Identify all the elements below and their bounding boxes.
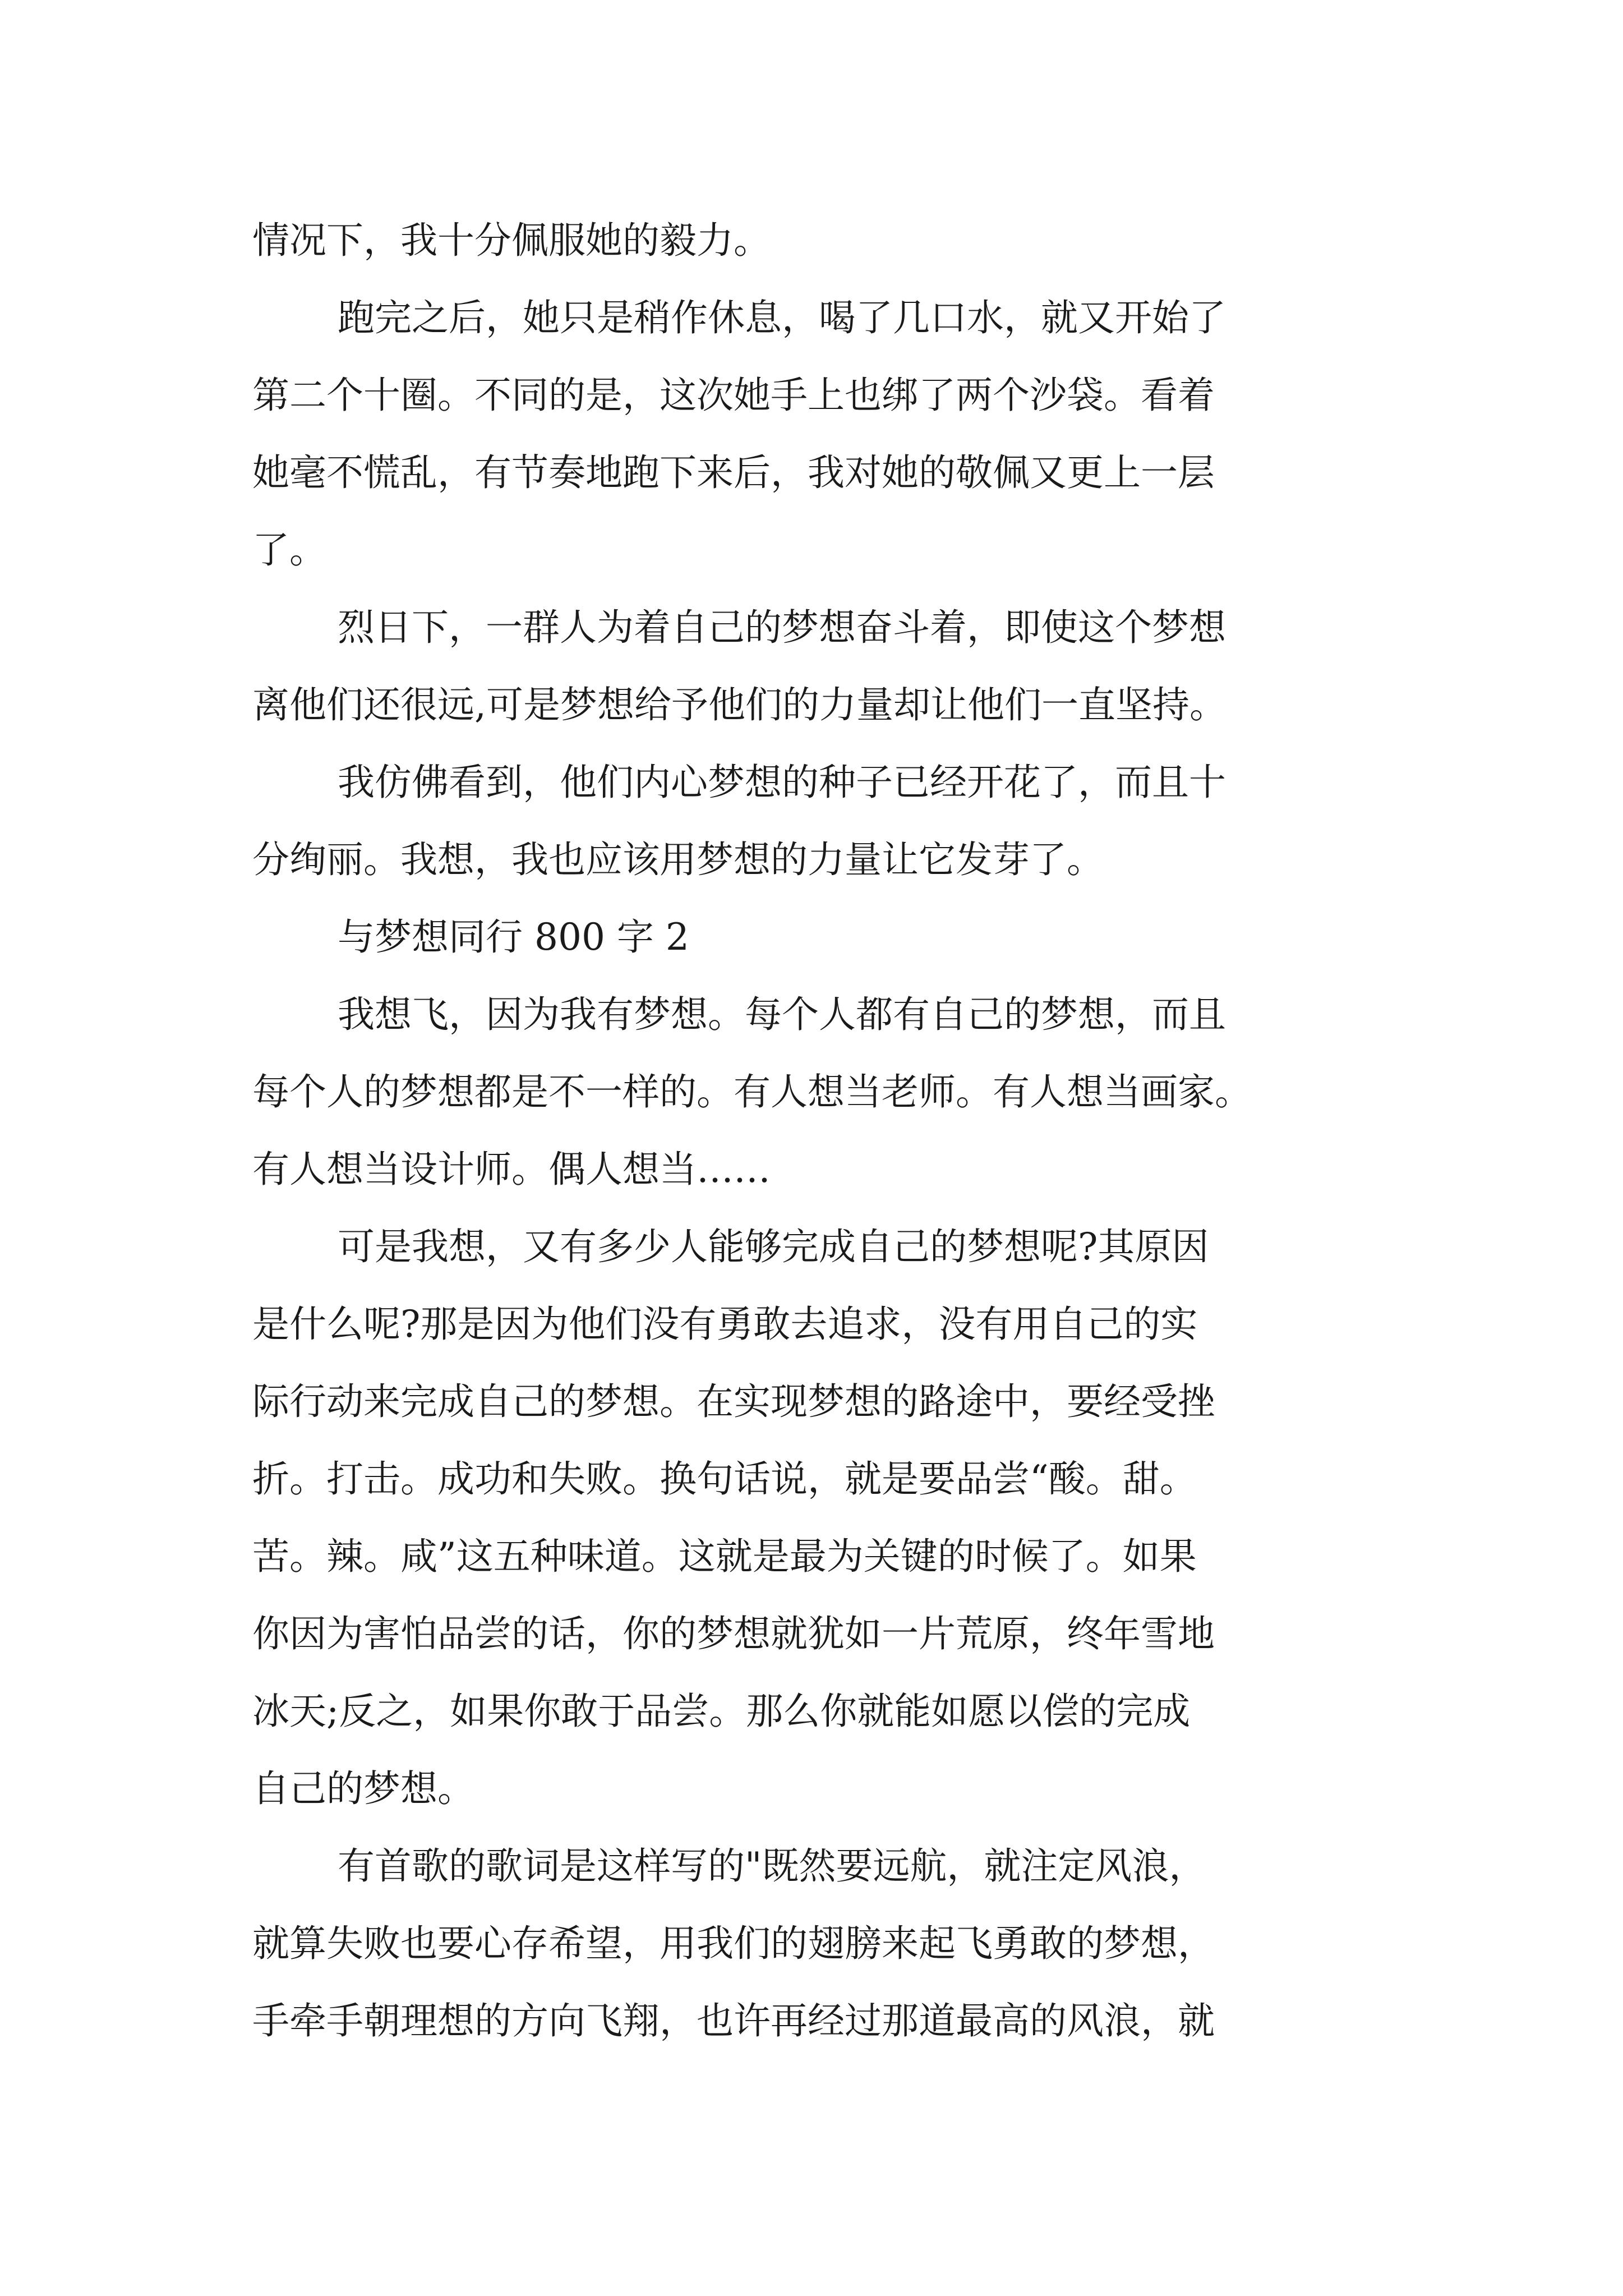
text-line: 跑完之后，她只是稍作休息，喝了几口水，就又开始了 bbox=[338, 296, 1226, 339]
text-line: 有首歌的歌词是这样写的"既然要远航，就注定风浪， bbox=[338, 1844, 1206, 1888]
text-line: 手牵手朝理想的方向飞翔，也许再经过那道最高的风浪，就 bbox=[252, 1999, 1215, 2042]
paragraph-6 bbox=[252, 1208, 1396, 1828]
text-line: 情况下，我十分佩服她的毅力。 bbox=[252, 219, 771, 262]
text-line: 离他们还很远,可是梦想给予他们的力量却让他们一直坚持。 bbox=[252, 683, 1227, 726]
text-line: 了。 bbox=[252, 528, 326, 572]
text-line: 每个人的梦想都是不一样的。有人想当老师。有人想当画家。 bbox=[252, 1070, 1252, 1114]
text-line: 可是我想，又有多少人能够完成自己的梦想呢?其原因 bbox=[338, 1225, 1209, 1268]
paragraph-2 bbox=[252, 279, 1396, 589]
paragraph-1 bbox=[252, 202, 1396, 279]
text-line: 折。打击。成功和失败。换句话说，就是要品尝“酸。甜。 bbox=[252, 1457, 1197, 1501]
text-line: 你因为害怕品尝的话，你的梦想就犹如一片荒原，终年雪地 bbox=[252, 1612, 1215, 1655]
text-line: 就算失败也要心存希望，用我们的翅膀来起飞勇敢的梦想， bbox=[252, 1922, 1215, 1965]
section-title: 与梦想同行 800 字 2 bbox=[338, 915, 689, 959]
text-line: 冰天;反之，如果你敢于品尝。那么你就能如愿以偿的完成 bbox=[252, 1690, 1191, 1733]
text-line: 有人想当设计师。偶人想当…… bbox=[252, 1148, 771, 1191]
text-line: 际行动来完成自己的梦想。在实现梦想的路途中，要经受挫 bbox=[252, 1380, 1215, 1423]
text-line: 她毫不慌乱，有节奏地跑下来后，我对她的敬佩又更上一层 bbox=[252, 451, 1215, 494]
text-line: 是什么呢?那是因为他们没有勇敢去追求，没有用自己的实 bbox=[252, 1303, 1198, 1346]
text-line: 分绚丽。我想，我也应该用梦想的力量让它发芽了。 bbox=[252, 838, 1104, 881]
paragraph-4 bbox=[252, 744, 1396, 899]
document-body bbox=[252, 202, 1396, 2060]
section-heading bbox=[252, 899, 1396, 976]
text-line: 我想飞，因为我有梦想。每个人都有自己的梦想，而且 bbox=[338, 993, 1226, 1036]
paragraph-5 bbox=[252, 976, 1396, 1208]
text-line: 自己的梦想。 bbox=[252, 1767, 474, 1810]
text-line: 我仿佛看到，他们内心梦想的种子已经开花了，而且十 bbox=[338, 761, 1226, 804]
text-line: 第二个十圈。不同的是，这次她手上也绑了两个沙袋。看着 bbox=[252, 374, 1215, 417]
paragraph-3 bbox=[252, 589, 1396, 744]
paragraph-7 bbox=[252, 1828, 1396, 2060]
text-line: 烈日下，一群人为着自己的梦想奋斗着，即使这个梦想 bbox=[338, 606, 1226, 649]
text-line: 苦。辣。咸”这五种味道。这就是最为关键的时候了。如果 bbox=[252, 1535, 1197, 1578]
